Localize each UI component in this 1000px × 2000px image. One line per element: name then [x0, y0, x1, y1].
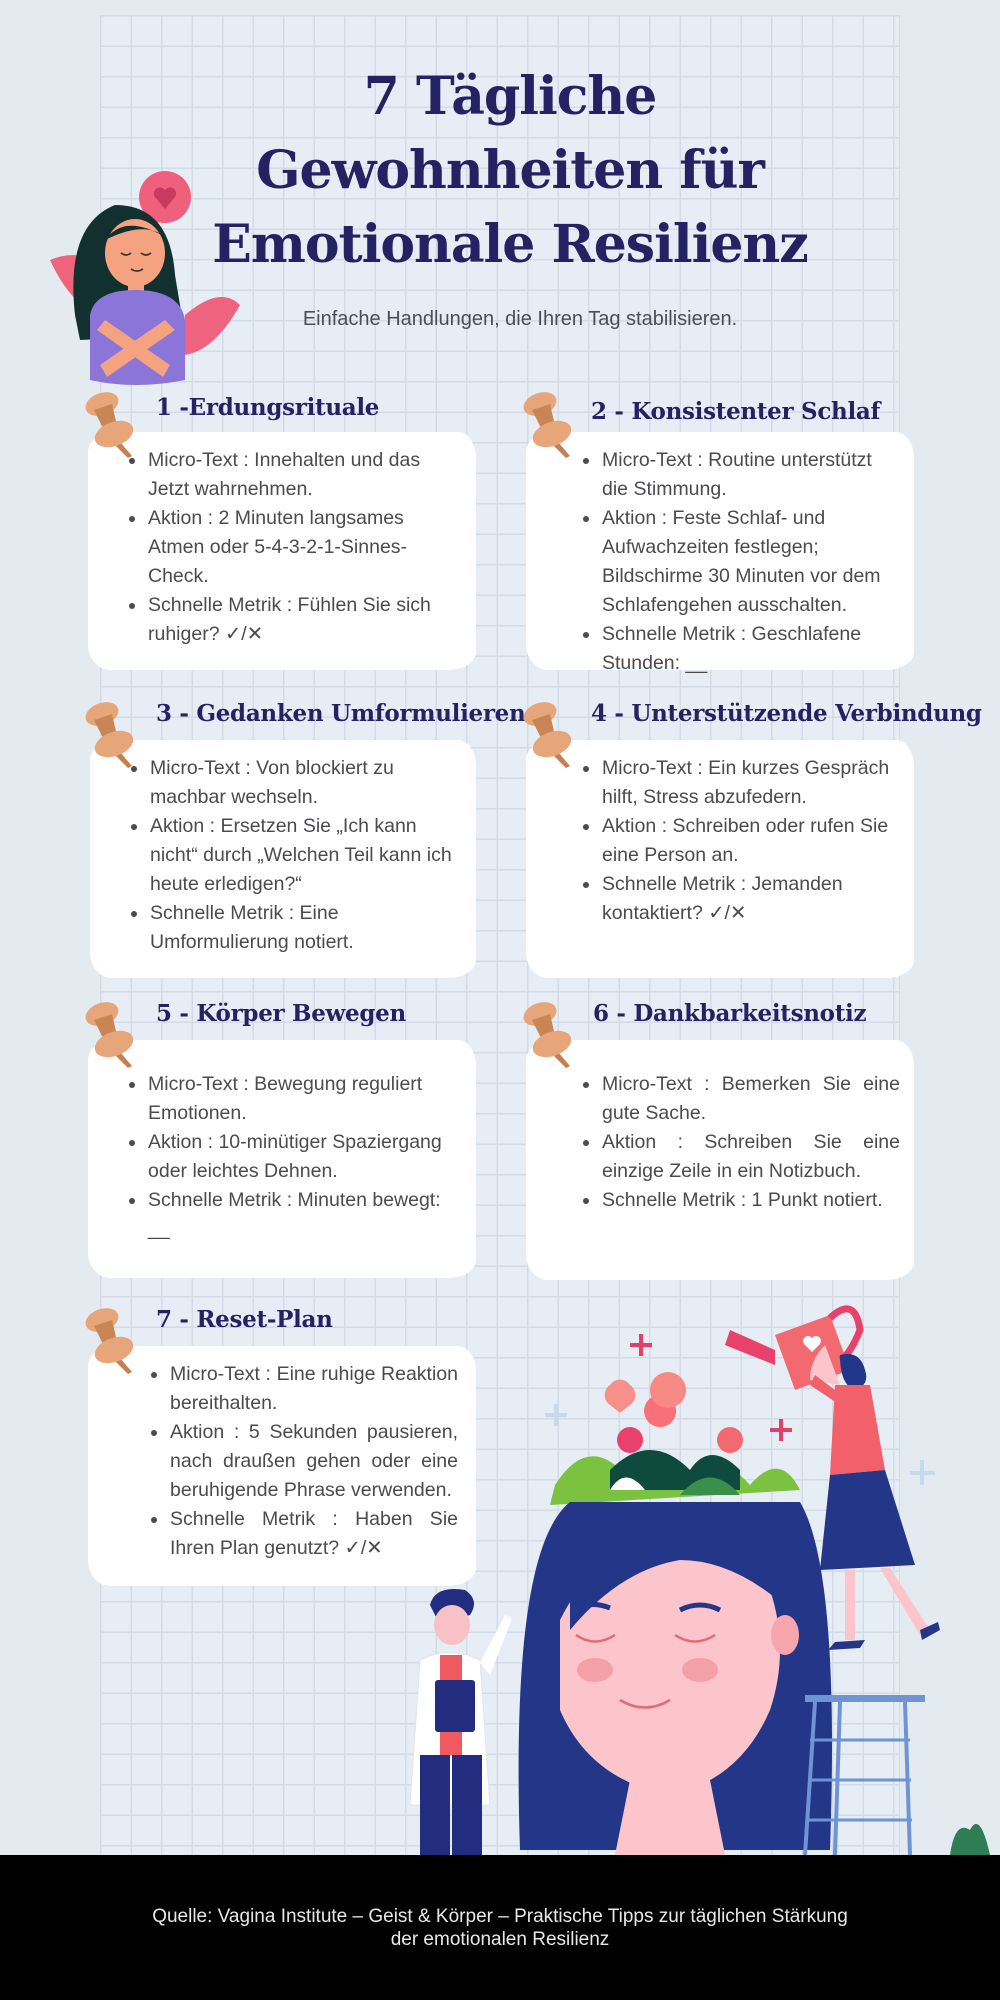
card-2 [526, 432, 914, 674]
card-1-action: Aktion : 2 Minuten langsames Atmen oder 5-4-3-2-1-Sinnes-Check. [148, 504, 462, 591]
card-3-micro-text: Micro-Text : Von blockiert zu machbar wechseln. [150, 754, 462, 812]
card-5-metric: Schnelle Metrik : Minuten bewegt: __ [148, 1186, 462, 1244]
mind-garden-illustration [510, 1290, 1000, 1855]
card-1-metric: Schnelle Metrik : Fühlen Sie sich ruhiger? ✓/✕ [148, 591, 462, 649]
card-5-title: 5 - Körper Bewegen [156, 1000, 406, 1027]
card-2-title: 2 - Konsistenter Schlaf [591, 398, 881, 425]
title-line-3: Emotionale Resilienz [212, 214, 808, 275]
card-7 [88, 1346, 476, 1586]
card-4 [526, 740, 914, 978]
card-5 [88, 1040, 476, 1278]
card-7-title: 7 - Reset-Plan [156, 1306, 333, 1333]
pushpin-icon [82, 1000, 146, 1070]
footer-line-2: der emotionalen Resilienz [390, 1929, 610, 1950]
pushpin-icon [82, 390, 146, 460]
card-1-title: 1 -Erdungsrituale [156, 394, 380, 421]
pushpin-icon [520, 1000, 584, 1070]
card-5-action: Aktion : 10-minütiger Spaziergang oder leichtes Dehnen. [148, 1128, 462, 1186]
card-2-metric: Schnelle Metrik : Geschlafene Stunden: __ [602, 620, 900, 678]
card-3 [90, 740, 476, 978]
card-3-metric: Schnelle Metrik : Eine Umformulierung notiert. [150, 899, 462, 957]
card-7-action: Aktion : 5 Sekunden pausieren, nach draußen gehen oder eine beruhigende Phrase verwenden. [170, 1418, 458, 1505]
pushpin-icon [82, 1306, 146, 1376]
card-6-metric: Schnelle Metrik : 1 Punkt notiert. [602, 1186, 900, 1215]
pushpin-icon [520, 390, 584, 460]
card-4-metric: Schnelle Metrik : Jemanden kontaktiert? ✓/✕ [602, 870, 900, 928]
doctor-illustration [380, 1585, 520, 1855]
card-2-micro-text: Micro-Text : Routine unterstützt die Stimmung. [602, 446, 900, 504]
title-line-2: Gewohnheiten für [256, 140, 764, 201]
source-footer [0, 1855, 1000, 2000]
page-subtitle: Einfache Handlungen, die Ihren Tag stabilisieren. [302, 308, 738, 330]
card-1-micro-text: Micro-Text : Innehalten und das Jetzt wahrnehmen. [148, 446, 462, 504]
card-5-micro-text: Micro-Text : Bewegung reguliert Emotionen. [148, 1070, 462, 1128]
card-4-title: 4 - Unterstützende Verbindung [591, 700, 982, 727]
card-3-action: Aktion : Ersetzen Sie „Ich kann nicht“ durch „Welchen Teil kann ich heute erledigen?“ [150, 812, 462, 899]
card-3-title: 3 - Gedanken Umformulieren [156, 700, 526, 727]
card-2-action: Aktion : Feste Schlaf- und Aufwachzeiten festlegen; Bildschirme 30 Minuten vor dem Schlafengehen ausschalten. [602, 504, 900, 620]
page-title [180, 60, 840, 282]
card-6-micro-text: Micro-Text : Bemerken Sie eine gute Sache. [602, 1070, 900, 1128]
pushpin-icon [82, 700, 146, 770]
title-line-1: 7 Tägliche [363, 66, 657, 127]
card-7-metric: Schnelle Metrik : Haben Sie Ihren Plan genutzt? ✓/✕ [170, 1505, 458, 1563]
card-1 [88, 432, 476, 670]
card-6-title: 6 - Dankbarkeitsnotiz [593, 1000, 867, 1027]
card-6-action: Aktion : Schreiben Sie eine einzige Zeile in ein Notizbuch. [602, 1128, 900, 1186]
card-6 [526, 1040, 914, 1280]
footer-line-1: Quelle: Vagina Institute – Geist & Körper – Praktische Tipps zur täglichen Stärkung [152, 1906, 848, 1927]
pushpin-icon [520, 700, 584, 770]
card-4-micro-text: Micro-Text : Ein kurzes Gespräch hilft, Stress abzufedern. [602, 754, 900, 812]
card-7-micro-text: Micro-Text : Eine ruhige Reaktion bereithalten. [170, 1360, 458, 1418]
card-4-action: Aktion : Schreiben oder rufen Sie eine Person an. [602, 812, 900, 870]
